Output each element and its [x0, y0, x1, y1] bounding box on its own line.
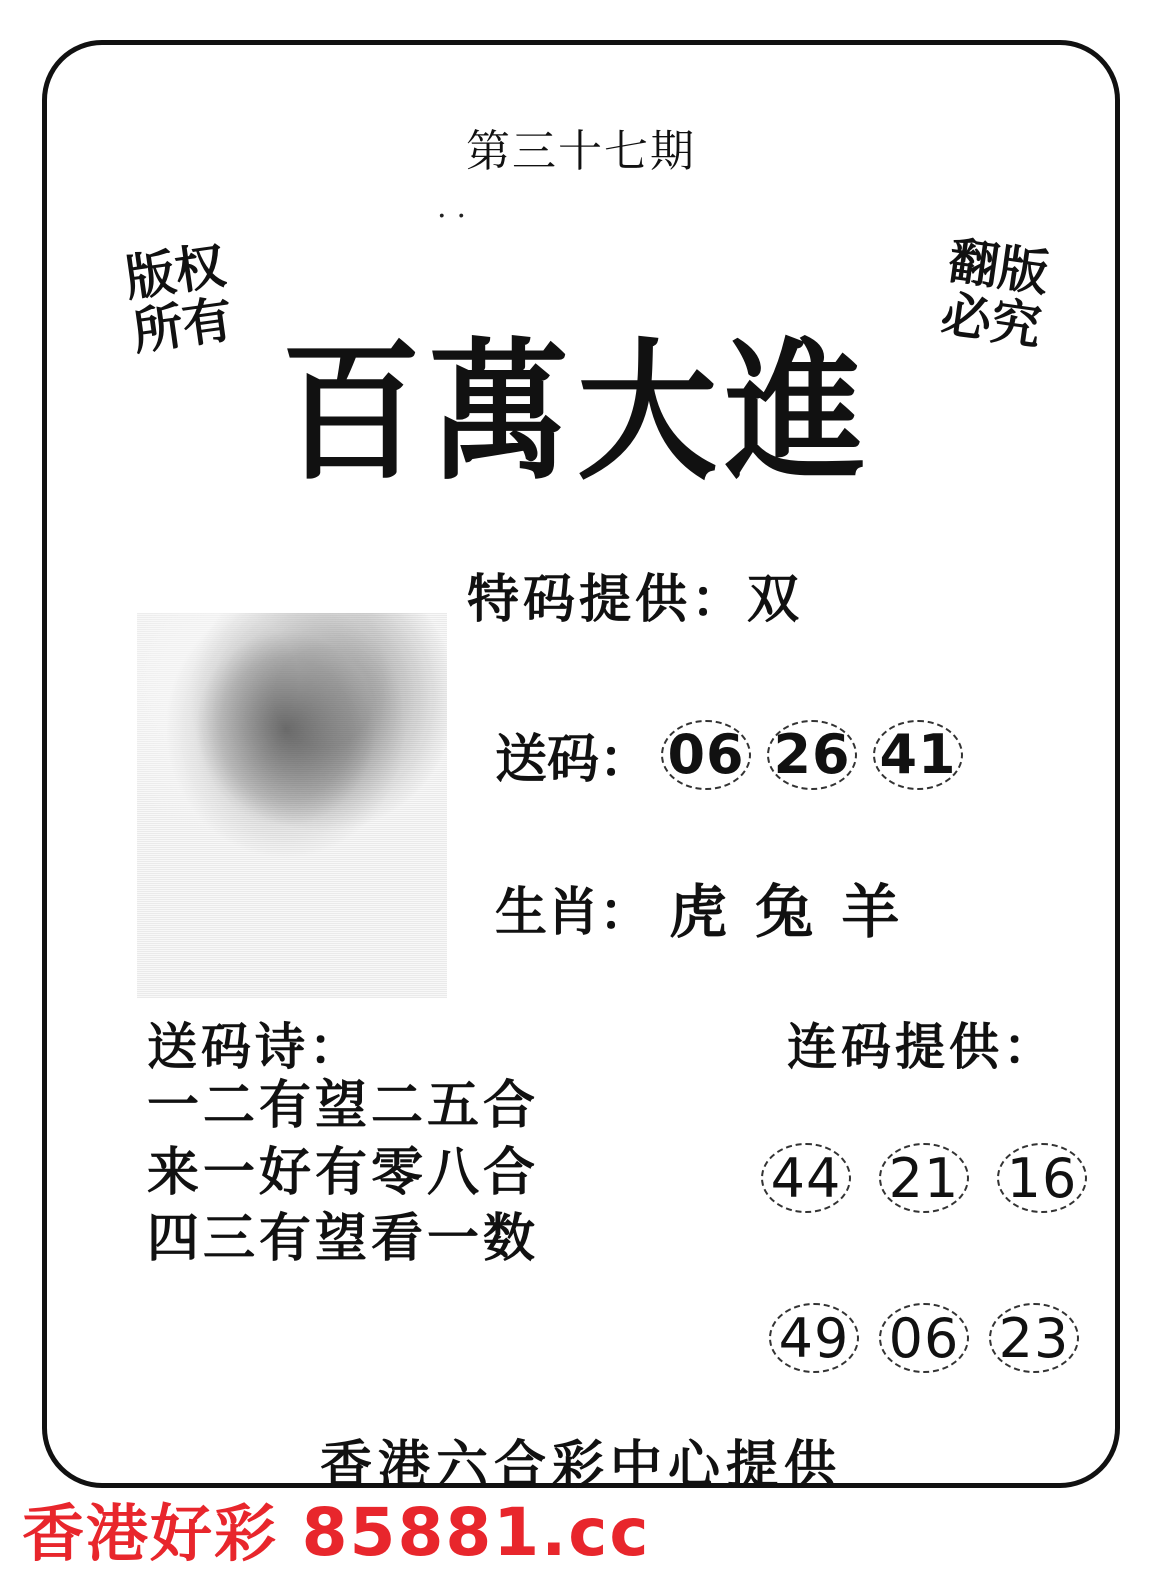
- poem-line: 来一好有零八合: [147, 1141, 540, 1203]
- send-code-ball: 06: [661, 720, 751, 790]
- zodiac-values: 虎 兔 羊: [669, 878, 904, 946]
- watermark-number: 85881.cc: [301, 1494, 651, 1571]
- decorative-dots: ..: [437, 190, 477, 225]
- zodiac-label: 生肖：: [495, 881, 652, 943]
- poem-line: 四三有望看一数: [147, 1208, 540, 1270]
- footer-text: 香港六合彩中心提供: [319, 1435, 842, 1496]
- watermark-text: 香港好彩: [22, 1497, 279, 1570]
- send-code-ball: 26: [767, 720, 857, 790]
- lianma-ball: 16: [997, 1143, 1087, 1213]
- lianma-ball: 23: [989, 1303, 1079, 1373]
- lianma-ball: 44: [761, 1143, 851, 1213]
- special-code-line: 特码提供：双: [467, 569, 804, 630]
- lianma-ball: 49: [769, 1303, 859, 1373]
- page-title: 百萬大進: [280, 324, 873, 502]
- lianma-ball: 21: [879, 1143, 969, 1213]
- poem-body: [147, 1073, 539, 1273]
- send-code-label: 送码：: [495, 729, 652, 790]
- poster-card: [42, 40, 1120, 1496]
- zodiac-row: [495, 865, 903, 949]
- lianma-ball: 06: [879, 1303, 969, 1373]
- poem-title: 送码诗：: [147, 1017, 363, 1076]
- lianma-row-second: [759, 1303, 1089, 1373]
- send-code-ball: 41: [873, 720, 963, 790]
- issue-label: 第三十七期: [466, 126, 696, 177]
- send-code-row: [495, 717, 969, 792]
- copyright-left: 版权所有: [121, 235, 237, 362]
- poem-line: 一二有望二五合: [147, 1075, 540, 1136]
- portrait-photo: [137, 613, 447, 998]
- lianma-row-first: [747, 1143, 1101, 1213]
- copyright-right: 翻版必究: [937, 230, 1053, 357]
- lianma-title: 连码提供：: [787, 1017, 1057, 1076]
